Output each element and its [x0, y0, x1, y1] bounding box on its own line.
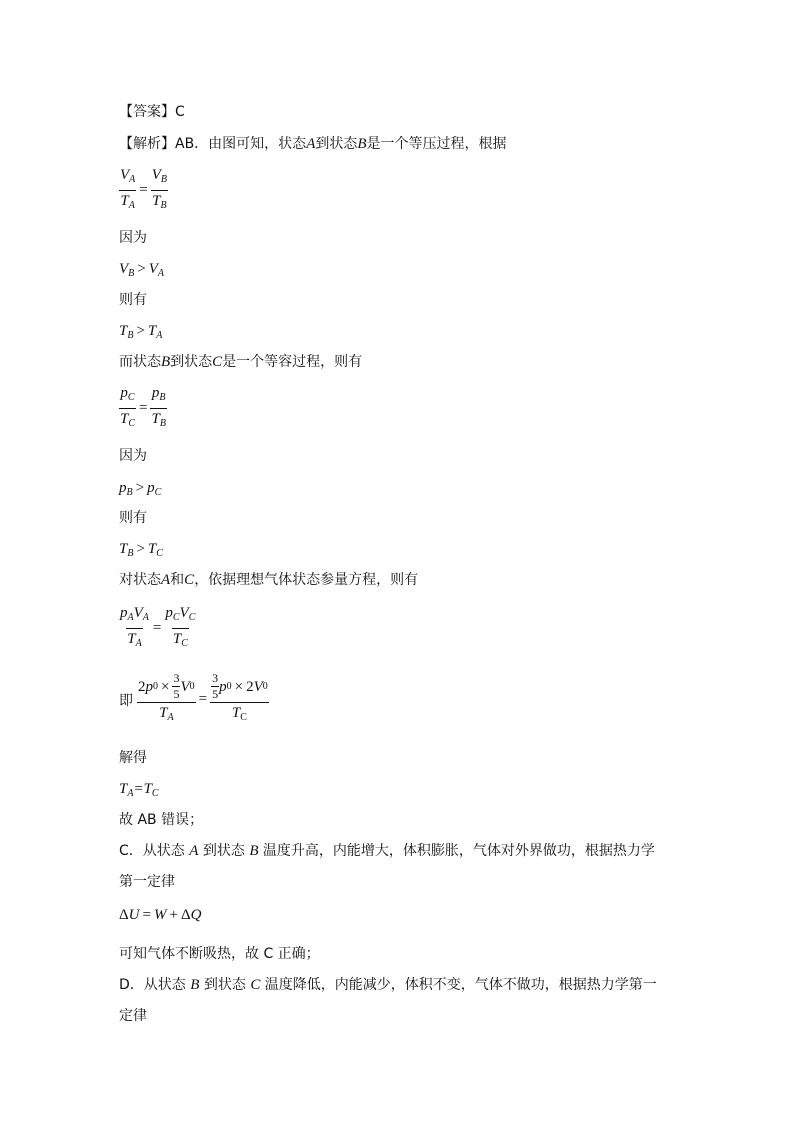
text-ji: 即	[119, 692, 133, 709]
fraction-va-ta: $\frac{V_A}{T_A}$	[119, 166, 136, 215]
result-ta-tc: $T_A=T_C$	[119, 781, 159, 799]
fraction-vb-tb: $\frac{V_B}{T_B}$	[151, 166, 168, 215]
option-c-line-1: C．从状态 A 到状态 B 温度升高，内能增大，体积膨胀，气体对外界做功，根据热力学	[119, 843, 655, 859]
answer-line	[119, 103, 185, 121]
fraction-pc-tc: $\frac{p_C}{T_C}$	[119, 384, 136, 433]
text-because-2: 因为	[119, 448, 147, 464]
equals-sign: =	[139, 182, 148, 198]
inequality-vb-va: $V_B > V_A$	[119, 261, 165, 279]
equals-sign: =	[198, 691, 208, 707]
state-a: A	[306, 136, 316, 152]
equals-sign: =	[139, 400, 148, 416]
ideal-gas-line: 对状态A和C，依据理想气体状态参量方程，则有	[119, 572, 419, 588]
inequality-pb-pc: $p_B > p_C$	[119, 480, 162, 498]
option-c-line-3: 可知气体不断吸热，故 C 正确；	[119, 946, 320, 962]
equation-isochoric	[119, 384, 167, 433]
equation-isobaric	[119, 166, 168, 215]
fraction-left-substitution: 2 p 0 × $\frac{3}{5}$ V 0 $T_A$	[137, 672, 196, 727]
text-solve: 解得	[119, 750, 147, 766]
inequality-tb-ta: $T_B > T_A$	[119, 323, 163, 341]
equation-substitution	[119, 672, 269, 727]
equals-sign: =	[152, 620, 162, 636]
state-b: B	[357, 136, 367, 152]
fraction-pcvc-tc: $\frac{p_CV_C}{T_C}$	[164, 604, 196, 653]
text-because-1: 因为	[119, 230, 147, 246]
analysis-mid: 到状态	[315, 136, 358, 152]
answer-label: 【答案】	[119, 104, 175, 120]
equation-ideal-gas	[119, 604, 196, 653]
first-law-equation: ΔU = W + ΔQ	[119, 907, 202, 923]
fraction-pb-tb: $\frac{p_B}{T_B}$	[150, 384, 166, 433]
fraction-pava-ta: $\frac{p_AV_A}{T_A}$	[119, 604, 150, 653]
analysis-label: 【解析】	[119, 136, 175, 152]
option-c-line-2: 第一定律	[119, 874, 175, 890]
isochoric-line: 而状态B到状态C是一个等容过程，则有	[119, 354, 363, 370]
answer-value: C	[175, 104, 185, 120]
analysis-intro: AB．由图可知，状态	[175, 136, 307, 152]
option-d-line-1: D．从状态 B 到状态 C 温度降低，内能减少，体积不变，气体不做功，根据热力学第一	[119, 977, 657, 993]
analysis-end: 是一个等压过程，根据	[366, 136, 507, 152]
text-then-2: 则有	[119, 510, 147, 526]
text-then-1: 则有	[119, 292, 147, 308]
fraction-right-substitution: $\frac{3}{5}$ p 0 × 2 V 0 $T_C$	[210, 672, 269, 727]
inequality-tb-tc: $T_B > T_C$	[119, 541, 163, 559]
option-d-line-2: 定律	[119, 1008, 147, 1024]
text-ab-wrong: 故 AB 错误；	[119, 812, 204, 828]
analysis-line	[119, 135, 507, 153]
